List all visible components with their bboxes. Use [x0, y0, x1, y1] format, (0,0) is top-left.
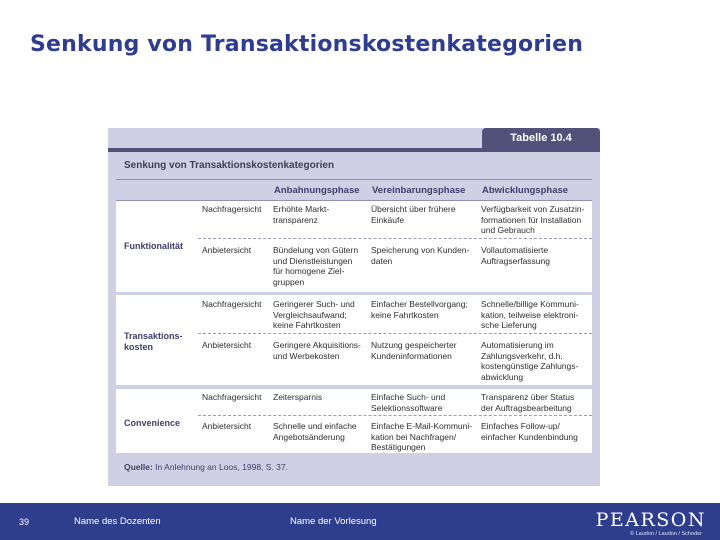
row-label-transaktionskosten: Transaktions- kosten — [124, 331, 183, 352]
table-cell: Schnelle/billige Kommuni- kation, teilweise elektroni- sche Lieferung — [481, 299, 579, 330]
slide-title: Senkung von Transaktionskostenkategorien — [30, 32, 584, 57]
table-cell: Einfache Such- und Selektionssoftware — [371, 392, 446, 413]
table-cell: Einfache E-Mail-Kommuni- kation bei Nachfragen/ Bestätigungen — [371, 421, 473, 452]
table-cell: Speicherung von Kunden- daten — [371, 245, 470, 266]
table-cell: Bündelung von Gütern und Dienstleistungen für homogene Ziel- gruppen — [273, 245, 359, 287]
table-figure — [108, 128, 600, 486]
table-top-rule — [108, 148, 600, 152]
table-cell: Nutzung gespeicherter Kundeninformationen — [371, 340, 457, 361]
table-cell: Einfaches Follow-up/ einfacher Kundenbindung — [481, 421, 578, 442]
source-label: Quelle: — [124, 462, 153, 472]
lecturer-name: Name des Dozenten — [74, 516, 161, 527]
table-cell: Verfügbarkeit von Zusatzin- formationen für Installation und Gebrauch — [481, 204, 585, 235]
table-number-badge: Tabelle 10.4 — [482, 128, 600, 148]
source-text: In Anlehnung an Loos, 1998, S. 37. — [152, 462, 288, 472]
table-cell: Geringerer Such- und Vergleichsaufwand; keine Fahrtkosten — [273, 299, 355, 330]
row-separator — [198, 415, 592, 416]
table-cell: Zeitersparnis — [273, 392, 323, 402]
row-label-funktionalitaet: Funktionalität — [124, 241, 183, 251]
row-separator — [198, 238, 592, 239]
copyright-text: © Laudon / Laudon / Schoder — [630, 531, 702, 537]
title-rule — [116, 179, 592, 180]
row-label-convenience: Convenience — [124, 418, 181, 428]
sub-label-anbieter: Anbietersicht — [202, 340, 252, 350]
column-header-anbahnung: Anbahnungsphase — [274, 185, 360, 196]
sub-label-anbieter: Anbietersicht — [202, 421, 252, 431]
lecture-name: Name der Vorlesung — [290, 516, 377, 527]
page-number: 39 — [19, 517, 30, 527]
table-cell: Einfacher Bestellvorgang; keine Fahrtkosten — [371, 299, 468, 320]
slide-footer — [0, 503, 720, 540]
table-cell: Übersicht über frühere Einkäufe — [371, 204, 456, 225]
table-cell: Vollautomatisierte Auftragserfassung — [481, 245, 550, 266]
table-title: Senkung von Transaktionskostenkategorien — [124, 160, 335, 171]
column-header-abwicklung: Abwicklungsphase — [482, 185, 569, 196]
sub-label-nachfrager: Nachfragersicht — [202, 299, 262, 309]
table-cell: Erhöhte Markt- transparenz — [273, 204, 330, 225]
table-source — [124, 462, 288, 472]
sub-label-nachfrager: Nachfragersicht — [202, 392, 262, 402]
pearson-logo: PEARSON — [595, 509, 706, 531]
table-cell: Transparenz über Status der Auftragsbearbeitung — [481, 392, 575, 413]
table-cell: Geringere Akquisitions- und Werbekosten — [273, 340, 361, 361]
table-cell: Automatisierung im Zahlungsverkehr, d.h. kostengünstige Zahlungs- abwicklung — [481, 340, 579, 382]
table-cell: Schnelle und einfache Angebotsänderung — [273, 421, 357, 442]
column-header-vereinbarung: Vereinbarungsphase — [372, 185, 466, 196]
row-separator — [198, 333, 592, 334]
sub-label-anbieter: Anbietersicht — [202, 245, 252, 255]
sub-label-nachfrager: Nachfragersicht — [202, 204, 262, 214]
